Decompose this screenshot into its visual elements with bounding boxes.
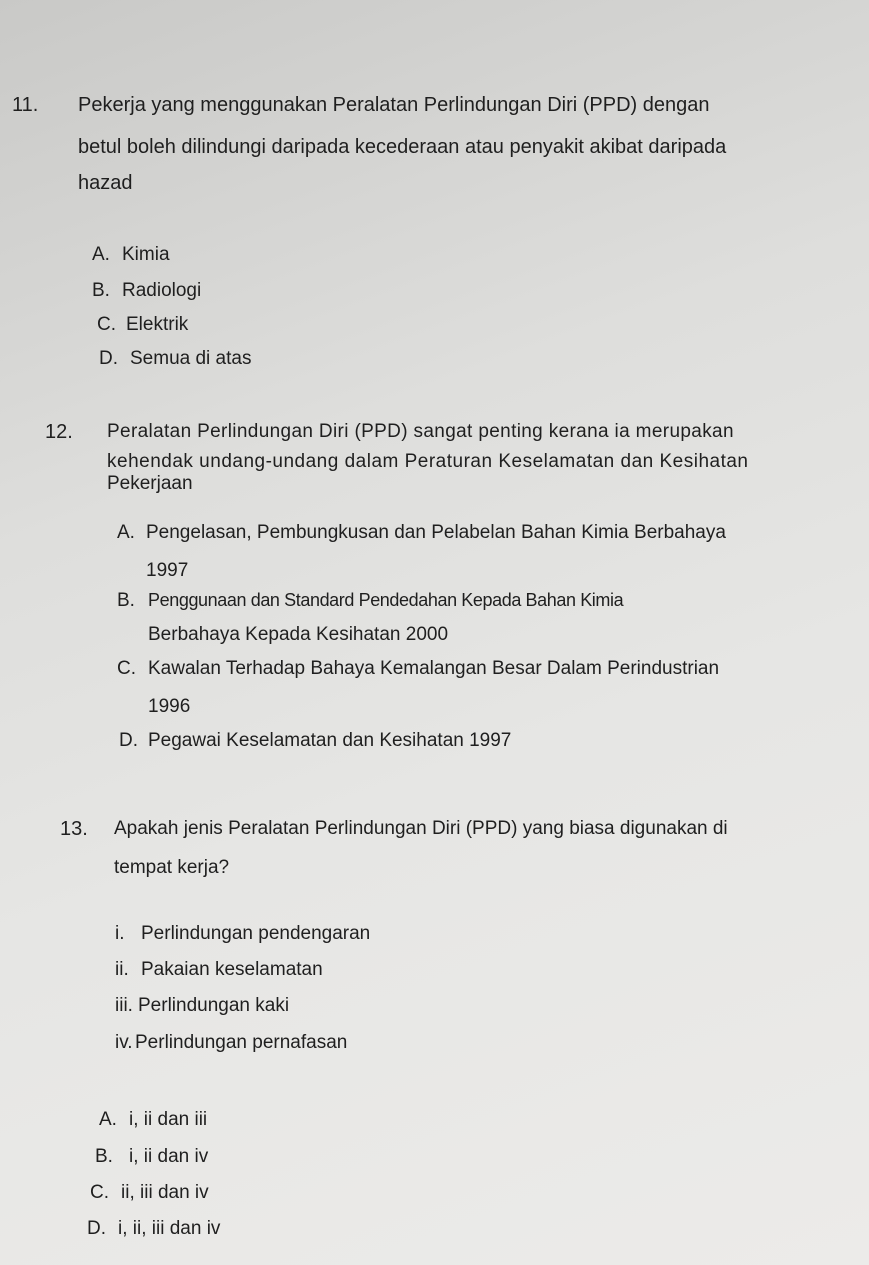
question-number: 12. bbox=[45, 421, 73, 443]
option-text-line: 1997 bbox=[146, 560, 189, 581]
option-text-line: Pegawai Keselamatan dan Kesihatan 1997 bbox=[148, 730, 512, 751]
option-label: B. bbox=[95, 1146, 113, 1167]
question-text-line: tempat kerja? bbox=[114, 857, 230, 878]
option-label: B. bbox=[92, 280, 110, 301]
option-text-line: Berbahaya Kepada Kesihatan 2000 bbox=[148, 624, 449, 645]
question-text-line: kehendak undang-undang dalam Peraturan Keselamatan dan Kesihatan bbox=[107, 451, 749, 472]
item-text: Pakaian keselamatan bbox=[141, 959, 323, 980]
option-label: C. bbox=[90, 1182, 109, 1203]
option-text: i, ii dan iii bbox=[129, 1109, 208, 1130]
option-text: Kimia bbox=[122, 244, 170, 265]
option-label: A. bbox=[117, 522, 135, 543]
item-label: i. bbox=[115, 923, 125, 944]
item-label: iii. bbox=[115, 995, 133, 1016]
option-label: D. bbox=[119, 730, 138, 751]
option-label: A. bbox=[99, 1109, 117, 1130]
option-text-line: Penggunaan dan Standard Pendedahan Kepada Bahan Kimia bbox=[148, 590, 624, 610]
option-text: Semua di atas bbox=[130, 348, 252, 369]
question-text-line: Pekerjaan bbox=[107, 473, 193, 494]
option-text: Radiologi bbox=[122, 280, 202, 301]
item-label: ii. bbox=[115, 959, 129, 980]
question-text-line: Pekerja yang menggunakan Peralatan Perlindungan Diri (PPD) dengan bbox=[78, 94, 710, 116]
question-number: 11. bbox=[12, 94, 39, 116]
option-label: D. bbox=[99, 348, 118, 369]
option-text: i, ii, iii dan iv bbox=[118, 1218, 221, 1239]
option-label: C. bbox=[97, 314, 116, 335]
item-text: Perlindungan pendengaran bbox=[141, 923, 371, 944]
question-text-line: Peralatan Perlindungan Diri (PPD) sangat penting kerana ia merupakan bbox=[107, 421, 734, 442]
option-text: ii, iii dan iv bbox=[121, 1182, 209, 1203]
option-text-line: 1996 bbox=[148, 696, 191, 717]
option-label: A. bbox=[92, 244, 110, 265]
option-text: Elektrik bbox=[126, 314, 189, 335]
question-number: 13. bbox=[60, 818, 88, 840]
item-text: Perlindungan kaki bbox=[138, 995, 290, 1016]
item-text: Perlindungan pernafasan bbox=[135, 1032, 348, 1053]
question-text-line: hazad bbox=[78, 172, 133, 194]
question-text-line: betul boleh dilindungi daripada kecederaan atau penyakit akibat daripada bbox=[78, 136, 727, 158]
question-text-line: Apakah jenis Peralatan Perlindungan Diri (PPD) yang biasa digunakan di bbox=[114, 818, 728, 839]
option-label: B. bbox=[117, 590, 135, 611]
option-text-line: Pengelasan, Pembungkusan dan Pelabelan Bahan Kimia Berbahaya bbox=[146, 522, 726, 543]
option-text-line: Kawalan Terhadap Bahaya Kemalangan Besar Dalam Perindustrian bbox=[148, 658, 720, 679]
option-label: C. bbox=[117, 658, 136, 679]
item-label: iv. bbox=[115, 1032, 133, 1053]
option-label: D. bbox=[87, 1218, 106, 1239]
option-text: i, ii dan iv bbox=[129, 1146, 209, 1167]
